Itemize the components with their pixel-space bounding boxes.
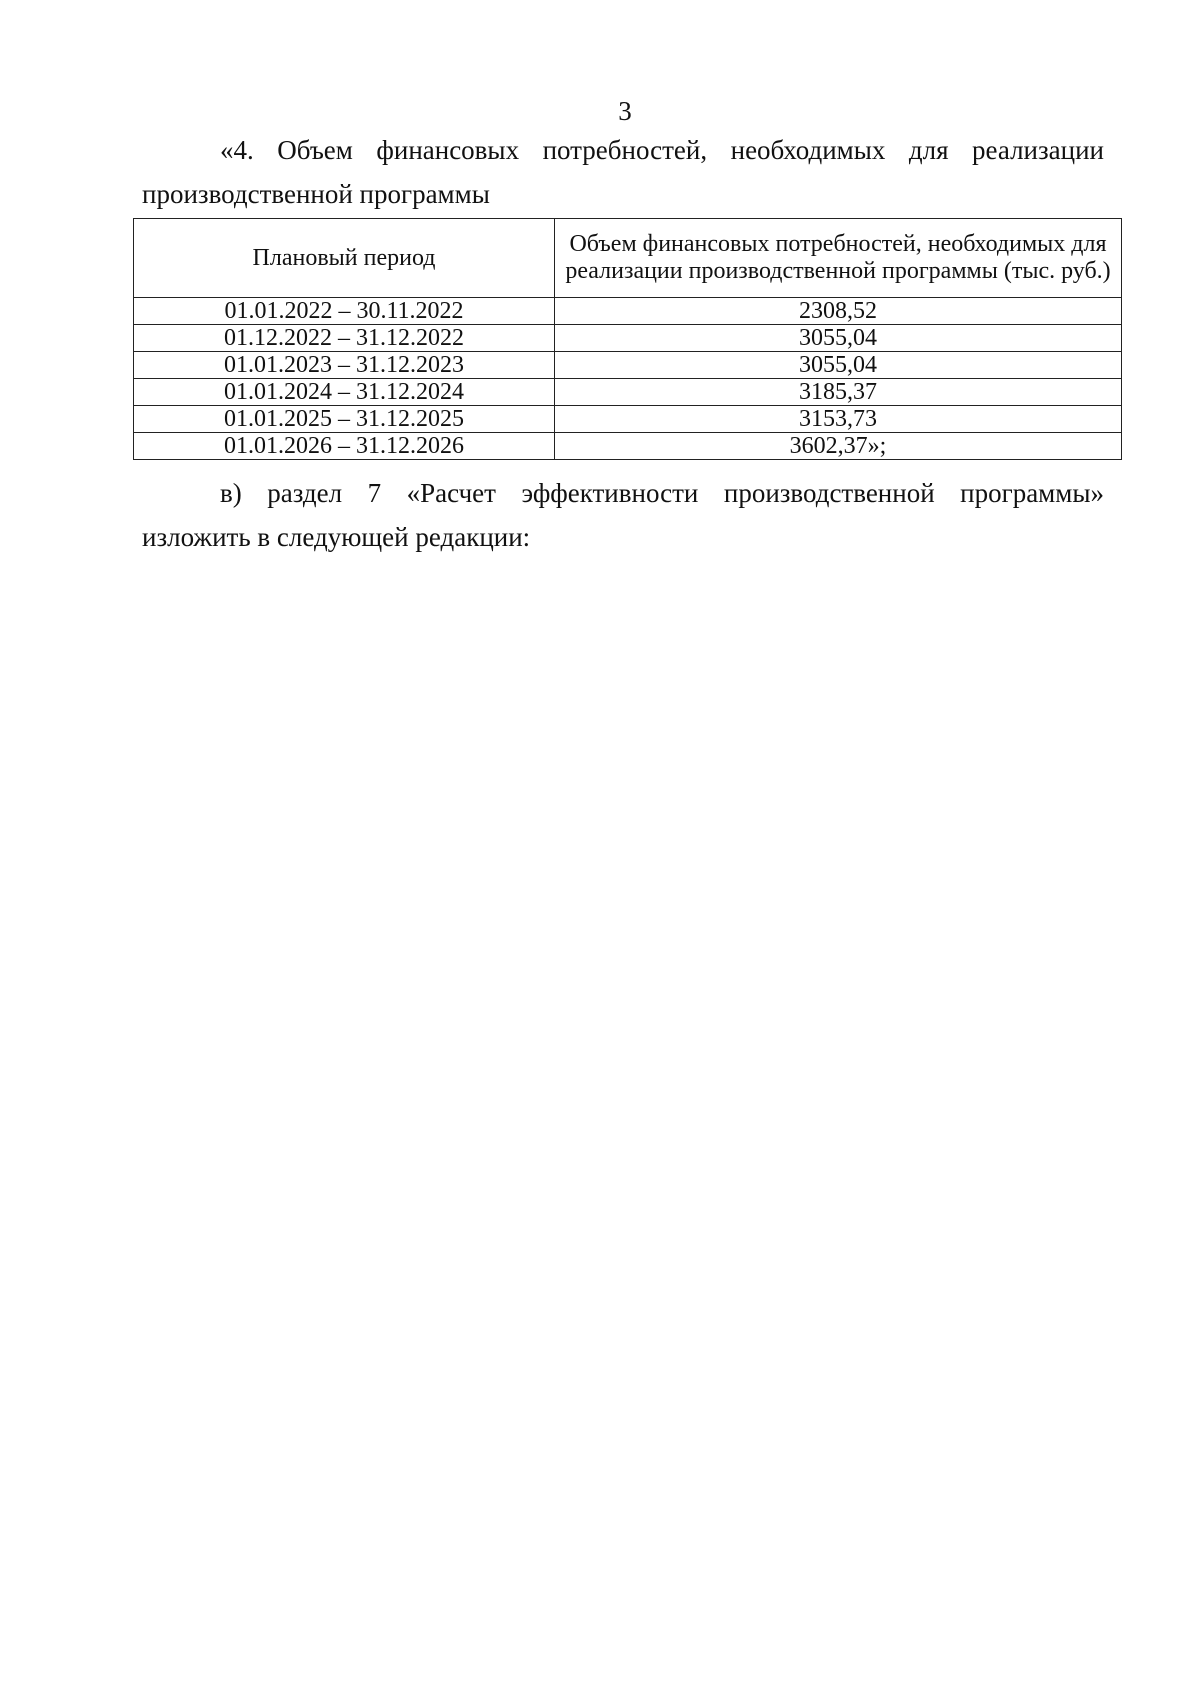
table-header-row <box>134 219 1122 298</box>
cell-amount: 3602,37»; <box>555 433 1122 460</box>
page-number: 3 <box>618 96 632 126</box>
amendment-paragraph <box>142 471 1104 559</box>
table-row <box>134 298 1122 325</box>
cell-amount: 3185,37 <box>555 379 1122 406</box>
cell-period: 01.12.2022 – 31.12.2022 <box>134 325 555 352</box>
header-amount: Объем финансовых потребностей, необходимых для реализации производственной программы (тыс. руб.) <box>555 219 1122 298</box>
amendment-paragraph-line2: изложить в следующей редакции: <box>142 522 531 552</box>
cell-amount: 3153,73 <box>555 406 1122 433</box>
cell-period: 01.01.2023 – 31.12.2023 <box>134 352 555 379</box>
cell-period: 01.01.2024 – 31.12.2024 <box>134 379 555 406</box>
table-row <box>134 406 1122 433</box>
section-heading <box>142 128 1104 216</box>
table-row <box>134 325 1122 352</box>
table-row <box>134 433 1122 460</box>
cell-amount: 3055,04 <box>555 325 1122 352</box>
section-heading-line1: «4. Объем финансовых потребностей, необходимых для реализации <box>220 135 1104 165</box>
section-heading-line2: производственной программы <box>142 179 490 209</box>
table-row <box>134 379 1122 406</box>
cell-period: 01.01.2025 – 31.12.2025 <box>134 406 555 433</box>
table-row <box>134 352 1122 379</box>
cell-period: 01.01.2026 – 31.12.2026 <box>134 433 555 460</box>
header-period: Плановый период <box>134 219 555 298</box>
cell-amount: 2308,52 <box>555 298 1122 325</box>
amendment-paragraph-line1: в) раздел 7 «Расчет эффективности производственной программы» <box>220 478 1104 508</box>
cell-period: 01.01.2022 – 30.11.2022 <box>134 298 555 325</box>
cell-amount: 3055,04 <box>555 352 1122 379</box>
financial-needs-table <box>133 218 1122 460</box>
